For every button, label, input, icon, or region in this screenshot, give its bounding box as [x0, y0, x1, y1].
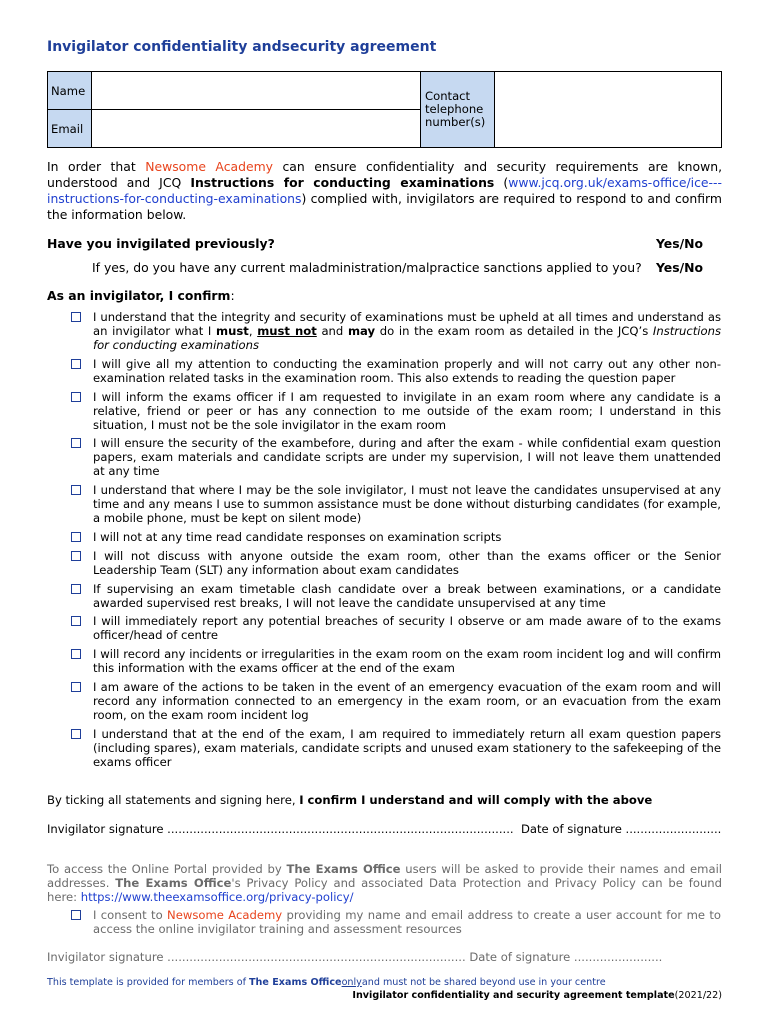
jcq-link[interactable]: www.jcq.org.uk/exams-office/ice---instructions-for-conducting-examinations: [47, 175, 722, 206]
tick-statement: [47, 793, 722, 807]
checkbox-icon[interactable]: [71, 392, 81, 402]
email-label: Email: [48, 110, 92, 148]
signature-line-2: [47, 950, 722, 964]
consent-text: I consent to: [93, 908, 168, 922]
checkbox-icon[interactable]: [71, 910, 81, 920]
item-text: I will inform the exams officer if I am requested to invigilate in an exam room where any candidate is a relative, friend or peer or has any connection to me outside of the exam room; I understand in this situation, I must not be the sole invigilator in the exam room: [93, 389, 721, 432]
checkbox-icon[interactable]: [71, 584, 81, 594]
question-text: Have you invigilated previously?: [47, 236, 275, 251]
checkbox-icon[interactable]: [71, 312, 81, 322]
portal-text: 's Privacy Policy and associated Data Protection and Privacy Policy can be found here:: [47, 876, 722, 904]
portal-text: To access the Online Portal provided by: [47, 862, 287, 876]
item-text: If supervising an exam timetable clash candidate over a break between examinations, or a candidate awarded supervised rest breaks, I will not leave the candidate unsupervised at any time: [93, 581, 721, 610]
checklist-item: [68, 436, 721, 478]
item-text: ,: [248, 324, 258, 338]
signature-field[interactable]: Invigilator signature .................................................................................: [47, 950, 466, 964]
checkbox-icon[interactable]: [71, 729, 81, 739]
checkbox-icon[interactable]: [71, 438, 81, 448]
date-of-signature-field[interactable]: Date of signature ..........................: [520, 822, 722, 836]
consent-text: providing my name and email address to create a user account for me to access the online invigilator training and assessment resources: [93, 908, 722, 936]
item-text: I understand that at the end of the exam, I am required to immediately return all exam question papers (including spares), exam materials, candidate scripts and unused exam stationery to the safekeeping of the exams officer: [93, 726, 721, 769]
signature-line: [47, 822, 722, 836]
checkbox-icon[interactable]: [71, 485, 81, 495]
checklist-item: [68, 549, 721, 577]
checklist-item: [68, 357, 721, 385]
ice-reference: Instructions for conducting examinations: [93, 324, 722, 352]
centre-name: Newsome Academy: [167, 908, 283, 922]
checkbox-icon[interactable]: [71, 616, 81, 626]
exams-office-name: The Exams Office: [249, 977, 342, 988]
checklist-item: [68, 614, 721, 642]
question-text: If yes, do you have any current maladministration/malpractice sanctions applied to you?: [92, 260, 642, 275]
checklist-item: [68, 680, 721, 722]
item-text: I will not discuss with anyone outside the exam room, other than the exams officer or the Senior Leadership Team (SLT) any information about exam candidates: [93, 548, 721, 577]
intro-text: (: [494, 175, 509, 190]
exams-office-name: The Exams Office: [286, 862, 401, 876]
intro-text: In order that: [47, 159, 146, 174]
checklist-item: [68, 582, 721, 610]
signature-field[interactable]: Invigilator signature ..............................................................................................: [47, 822, 514, 836]
checklist-item: [68, 530, 721, 544]
item-text: I will not at any time read candidate responses on examination scripts: [93, 529, 502, 544]
checklist-item: [68, 310, 721, 352]
footer-text: and must not be shared beyond use in your centre: [361, 977, 606, 988]
item-text: I understand that where I may be the sole invigilator, I must not leave the candidates unsupervised at any time and any means I use to summon assistance must be done without disturbing candidates (for example, a mobile phone, must be kept on silent mode): [93, 483, 721, 526]
yes-no-choice[interactable]: Yes/No: [655, 260, 703, 275]
tick-text: By ticking all statements and signing here,: [47, 793, 300, 807]
question-sanctions: [92, 260, 722, 276]
name-label: Name: [48, 72, 92, 110]
item-text: I will ensure the security of the exambefore, during and after the exam - while confidential exam question papers, exam materials and candidate scripts are under my supervision, I will not leave them unattended at any time: [93, 436, 721, 479]
may-text: may: [347, 324, 376, 338]
confirm-colon: :: [230, 288, 235, 303]
intro-paragraph: [47, 159, 722, 223]
intro-text: ) complied with, invigilators are required to respond to and confirm the information below.: [47, 191, 722, 222]
item-text: I will immediately report any potential breaches of security I observe or am made aware of to the exams officer/head of centre: [93, 614, 721, 643]
template-year: (2021/22): [674, 990, 722, 1001]
footer-only-text: only: [341, 977, 362, 988]
checkbox-icon[interactable]: [71, 359, 81, 369]
yes-no-choice[interactable]: Yes/No: [655, 236, 703, 251]
contact-telephone-field[interactable]: [495, 72, 722, 148]
checkbox-icon[interactable]: [71, 649, 81, 659]
item-text: I am aware of the actions to be taken in the event of an emergency evacuation of the exam room and will record any information connected to an emergency in the exam room, or an evacuation from the exam room, on the exam room incident log: [93, 679, 721, 722]
footer-template-title: [352, 989, 722, 1003]
ice-title: Instructions for conducting examinations: [190, 175, 495, 190]
name-field[interactable]: [92, 72, 421, 110]
page-title: Invigilator confidentiality andsecurity agreement: [47, 39, 437, 55]
details-table: [47, 71, 722, 148]
template-title: Invigilator confidentiality and security agreement template: [352, 990, 675, 1001]
item-text: and: [316, 324, 348, 338]
date-of-signature-field[interactable]: Date of signature ........................: [469, 950, 663, 964]
centre-name: Newsome Academy: [145, 159, 273, 174]
portal-notice: [47, 862, 722, 904]
consent-item: [68, 908, 721, 936]
checklist-item: [68, 647, 721, 675]
checklist-item: [68, 390, 721, 432]
question-invigilated-previously: [47, 236, 722, 252]
must-text: must: [216, 324, 249, 338]
must-not-text: must not: [257, 324, 317, 338]
tick-bold-text: I confirm I understand and will comply with the above: [299, 793, 653, 807]
checklist-item: [68, 483, 721, 525]
footer-text: This template is provided for members of: [47, 977, 250, 988]
confirmation-checklist: [68, 310, 721, 774]
item-text: I will give all my attention to conducting the examination properly and will not carry out any other non-examination related tasks in the examination room. This also extends to reading the question paper: [93, 356, 721, 385]
item-text: I will record any incidents or irregularities in the exam room on the exam room incident log and will confirm this information with the exams officer at the end of the exam: [93, 647, 721, 676]
intro-text: can ensure confidentiality and security requirements are known, understood and JCQ: [47, 159, 723, 190]
footer-notice: [47, 976, 606, 990]
checkbox-icon[interactable]: [71, 551, 81, 561]
checklist-item: [68, 727, 721, 769]
checkbox-icon[interactable]: [71, 532, 81, 542]
privacy-policy-link[interactable]: https://www.theexamsoffice.org/privacy-policy/: [80, 890, 354, 904]
item-text: do in the exam room as detailed in the JCQ’s: [375, 324, 653, 338]
portal-text: users will be asked to provide their names and email addresses.: [47, 862, 723, 890]
item-text: I understand that the integrity and security of examinations must be upheld at all times and understand as an invigilator what I: [93, 310, 721, 338]
exams-office-name: The Exams Office: [115, 876, 232, 890]
confirm-heading: [47, 288, 235, 304]
email-field[interactable]: [92, 110, 421, 148]
contact-telephone-label: Contact telephone number(s): [421, 72, 495, 148]
checkbox-icon[interactable]: [71, 682, 81, 692]
confirm-heading-text: As an invigilator, I confirm: [47, 288, 231, 303]
